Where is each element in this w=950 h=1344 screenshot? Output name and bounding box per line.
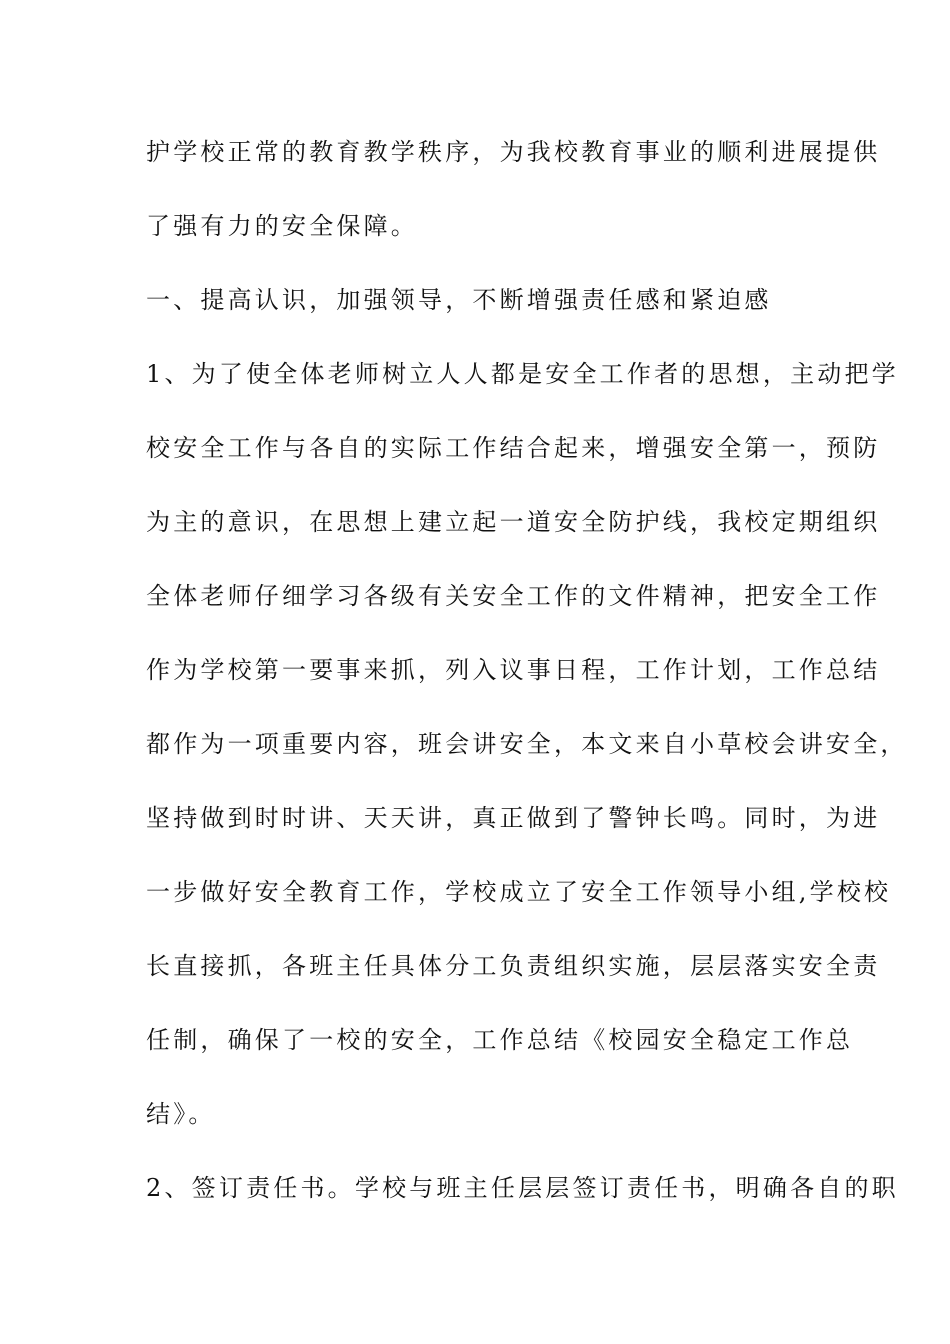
text-line: 护学校正常的教育教学秩序，为我校教育事业的顺利进展提供	[146, 138, 881, 166]
text-line: 全体老师仔细学习各级有关安全工作的文件精神，把安全工作	[146, 582, 881, 610]
section-heading: 一、提高认识，加强领导，不断增强责任感和紧迫感	[146, 286, 772, 314]
text-line: 任制，确保了一校的安全，工作总结《校园安全稳定工作总	[146, 1026, 854, 1054]
text-line: 坚持做到时时讲、天天讲，真正做到了警钟长鸣。同时，为进	[146, 804, 881, 832]
text-line: 了强有力的安全保障。	[146, 212, 418, 240]
text-line: 一步做好安全教育工作，学校成立了安全工作领导小组,学校校	[146, 878, 892, 906]
text-line: 都作为一项重要内容，班会讲安全，本文来自小草校会讲安全，	[146, 730, 908, 758]
text-line: 长直接抓，各班主任具体分工负责组织实施，层层落实安全责	[146, 952, 881, 980]
text-line: 2、签订责任书。学校与班主任层层签订责任书，明确各自的职	[146, 1174, 899, 1202]
text-line: 结》。	[146, 1100, 216, 1128]
document-body	[146, 126, 908, 1236]
text-line: 1、为了使全体老师树立人人都是安全工作者的思想，主动把学	[146, 360, 899, 388]
text-line: 校安全工作与各自的实际工作结合起来，增强安全第一，预防	[146, 434, 881, 462]
text-line: 作为学校第一要事来抓，列入议事日程，工作计划，工作总结	[146, 656, 881, 684]
text-line: 为主的意识，在思想上建立起一道安全防护线，我校定期组织	[146, 508, 881, 536]
